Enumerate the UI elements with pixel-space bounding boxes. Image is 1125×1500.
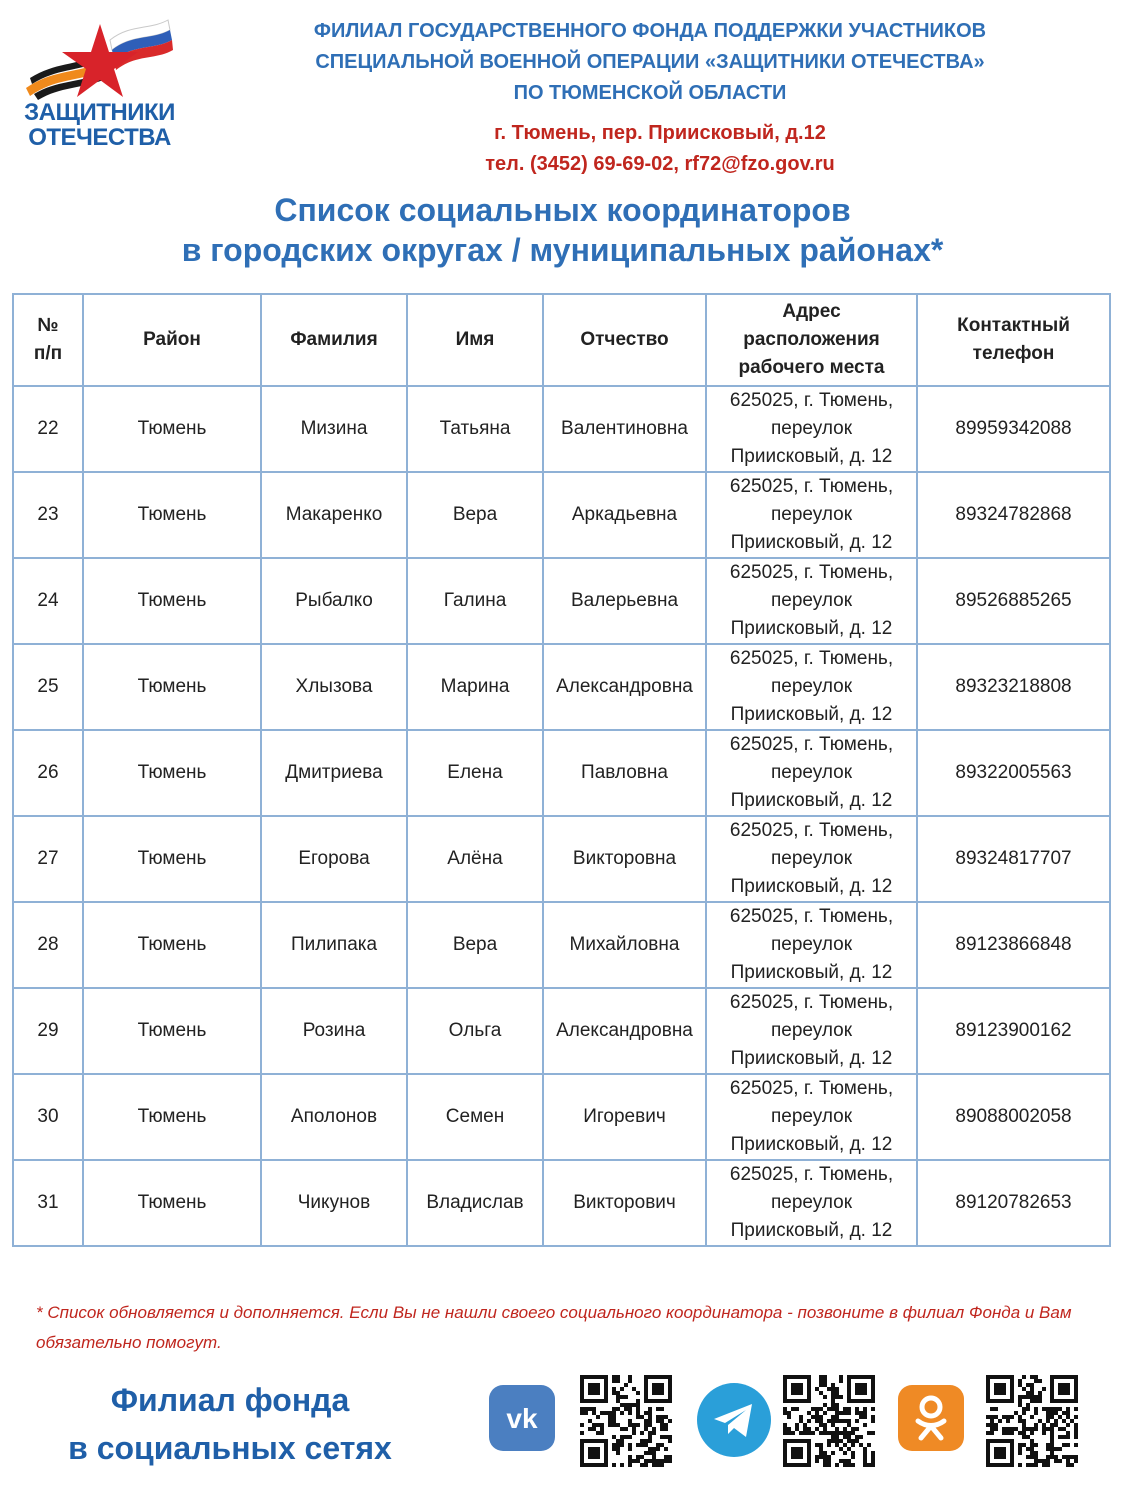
address-line: Приисковый, д. 12 xyxy=(730,532,893,553)
row-number: 22 xyxy=(13,386,83,472)
phone-cell: 89526885265 xyxy=(917,558,1110,644)
name-cell: Алёна xyxy=(407,816,543,902)
logo-text-line-1: ЗАЩИТНИКИ xyxy=(24,99,175,126)
district-cell: Тюмень xyxy=(83,644,261,730)
table-row xyxy=(13,386,1110,472)
address-cell xyxy=(706,472,917,558)
address-line: переулок xyxy=(770,1192,853,1213)
column-header-text: Имя xyxy=(455,329,495,350)
logo-emblem-icon xyxy=(12,18,187,103)
district-cell: Тюмень xyxy=(83,730,261,816)
name-cell: Марина xyxy=(407,644,543,730)
surname-cell: Чикунов xyxy=(261,1160,407,1246)
table-header-row xyxy=(13,294,1110,386)
phone-cell: 89123900162 xyxy=(917,988,1110,1074)
address-line: 625025, г. Тюмень, xyxy=(729,820,894,841)
qr-code-vk[interactable] xyxy=(580,1375,672,1467)
column-header-text: Адрес xyxy=(782,301,841,322)
district-cell: Тюмень xyxy=(83,1074,261,1160)
address-line: Приисковый, д. 12 xyxy=(730,962,893,983)
address-line: 625025, г. Тюмень, xyxy=(729,992,894,1013)
address-line: Приисковый, д. 12 xyxy=(730,1048,893,1069)
address-cell xyxy=(706,988,917,1074)
column-header-text: Контактный xyxy=(957,315,1070,336)
table-row xyxy=(13,730,1110,816)
surname-cell: Мизина xyxy=(261,386,407,472)
address-line: Приисковый, д. 12 xyxy=(730,446,893,467)
org-address: г. Тюмень, пер. Приисковый, д.12 xyxy=(494,122,826,144)
address-cell xyxy=(706,1074,917,1160)
vk-icon[interactable] xyxy=(489,1385,555,1451)
column-header xyxy=(917,294,1110,386)
address-cell xyxy=(706,386,917,472)
social-label xyxy=(30,1376,430,1472)
address-line: переулок xyxy=(770,504,853,525)
svg-text:vk: vk xyxy=(506,1403,538,1434)
patronymic-cell: Александровна xyxy=(543,988,706,1074)
phone-cell: 89324782868 xyxy=(917,472,1110,558)
qr-code-odnoklassniki[interactable] xyxy=(986,1375,1078,1467)
column-header-text: п/п xyxy=(33,343,63,364)
name-cell: Вера xyxy=(407,902,543,988)
address-line: переулок xyxy=(770,418,853,439)
qr-code-telegram[interactable] xyxy=(783,1375,875,1467)
table-body xyxy=(13,386,1110,1246)
table-row xyxy=(13,902,1110,988)
district-cell: Тюмень xyxy=(83,472,261,558)
address-line: 625025, г. Тюмень, xyxy=(729,648,894,669)
patronymic-cell: Михайловна xyxy=(543,902,706,988)
patronymic-cell: Валерьевна xyxy=(543,558,706,644)
surname-cell: Дмитриева xyxy=(261,730,407,816)
column-header xyxy=(13,294,83,386)
address-cell xyxy=(706,816,917,902)
column-header xyxy=(543,294,706,386)
name-cell: Семен xyxy=(407,1074,543,1160)
logo-text xyxy=(12,100,187,150)
social-label-line-2: в социальных сетях xyxy=(68,1430,392,1466)
address-line: переулок xyxy=(770,1106,853,1127)
address-line: Приисковый, д. 12 xyxy=(730,704,893,725)
address-line: Приисковый, д. 12 xyxy=(730,1134,893,1155)
table-row xyxy=(13,816,1110,902)
address-line: Приисковый, д. 12 xyxy=(730,790,893,811)
row-number: 30 xyxy=(13,1074,83,1160)
org-line-3: ПО ТЮМЕНСКОЙ ОБЛАСТИ xyxy=(513,82,787,104)
organization-name xyxy=(250,16,1050,109)
column-header-text: рабочего места xyxy=(738,357,885,378)
row-number: 31 xyxy=(13,1160,83,1246)
telegram-icon[interactable] xyxy=(697,1383,771,1457)
district-cell: Тюмень xyxy=(83,988,261,1074)
district-cell: Тюмень xyxy=(83,386,261,472)
table-row xyxy=(13,1074,1110,1160)
title-line-2: в городских округах / муниципальных районах* xyxy=(181,232,944,268)
address-line: Приисковый, д. 12 xyxy=(730,618,893,639)
name-cell: Вера xyxy=(407,472,543,558)
address-line: 625025, г. Тюмень, xyxy=(729,734,894,755)
district-cell: Тюмень xyxy=(83,1160,261,1246)
row-number: 27 xyxy=(13,816,83,902)
address-line: 625025, г. Тюмень, xyxy=(729,1164,894,1185)
footnote: * Список обновляется и дополняется. Если Вы не нашли своего социального координатора - позвоните в филиал Фонда и Вам обязательно помогут. xyxy=(36,1303,1072,1352)
address-cell xyxy=(706,902,917,988)
phone-cell: 89322005563 xyxy=(917,730,1110,816)
column-header xyxy=(706,294,917,386)
surname-cell: Рыбалко xyxy=(261,558,407,644)
column-header-text: телефон xyxy=(972,343,1055,364)
address-line: 625025, г. Тюмень, xyxy=(729,390,894,411)
phone-cell: 89324817707 xyxy=(917,816,1110,902)
address-line: Приисковый, д. 12 xyxy=(730,876,893,897)
org-line-2: СПЕЦИАЛЬНОЙ ВОЕННОЙ ОПЕРАЦИИ «ЗАЩИТНИКИ ОТЕЧЕСТВА» xyxy=(315,51,985,73)
phone-cell: 89123866848 xyxy=(917,902,1110,988)
column-header-text: № xyxy=(37,315,59,336)
column-header xyxy=(261,294,407,386)
address-cell xyxy=(706,644,917,730)
name-cell: Ольга xyxy=(407,988,543,1074)
address-line: Приисковый, д. 12 xyxy=(730,1220,893,1241)
column-header-text: Район xyxy=(143,329,201,350)
row-number: 25 xyxy=(13,644,83,730)
name-cell: Владислав xyxy=(407,1160,543,1246)
page-title xyxy=(0,190,1125,270)
contact-info xyxy=(360,118,960,180)
address-line: 625025, г. Тюмень, xyxy=(729,1078,894,1099)
patronymic-cell: Викторович xyxy=(543,1160,706,1246)
address-line: переулок xyxy=(770,1020,853,1041)
district-cell: Тюмень xyxy=(83,902,261,988)
column-header-text: расположения xyxy=(743,329,880,350)
address-line: переулок xyxy=(770,762,853,783)
patronymic-cell: Александровна xyxy=(543,644,706,730)
address-cell xyxy=(706,1160,917,1246)
address-line: переулок xyxy=(770,676,853,697)
row-number: 28 xyxy=(13,902,83,988)
table-row xyxy=(13,1160,1110,1246)
name-cell: Татьяна xyxy=(407,386,543,472)
surname-cell: Егорова xyxy=(261,816,407,902)
patronymic-cell: Викторовна xyxy=(543,816,706,902)
address-line: 625025, г. Тюмень, xyxy=(729,476,894,497)
district-cell: Тюмень xyxy=(83,558,261,644)
column-header-text: Отчество xyxy=(580,329,669,350)
table-row xyxy=(13,472,1110,558)
row-number: 26 xyxy=(13,730,83,816)
address-line: 625025, г. Тюмень, xyxy=(729,906,894,927)
phone-cell: 89323218808 xyxy=(917,644,1110,730)
row-number: 24 xyxy=(13,558,83,644)
row-number: 29 xyxy=(13,988,83,1074)
address-line: 625025, г. Тюмень, xyxy=(729,562,894,583)
name-cell: Елена xyxy=(407,730,543,816)
surname-cell: Розина xyxy=(261,988,407,1074)
column-header xyxy=(407,294,543,386)
social-label-line-1: Филиал фонда xyxy=(110,1382,350,1418)
table-row xyxy=(13,558,1110,644)
patronymic-cell: Валентиновна xyxy=(543,386,706,472)
address-line: переулок xyxy=(770,848,853,869)
org-phone-email: тел. (3452) 69-69-02, rf72@fzo.gov.ru xyxy=(485,153,835,175)
surname-cell: Макаренко xyxy=(261,472,407,558)
column-header xyxy=(83,294,261,386)
phone-cell: 89088002058 xyxy=(917,1074,1110,1160)
column-header-text: Фамилия xyxy=(290,329,378,350)
surname-cell: Пилипака xyxy=(261,902,407,988)
logo-text-line-2: ОТЕЧЕСТВА xyxy=(28,124,171,151)
district-cell: Тюмень xyxy=(83,816,261,902)
address-line: переулок xyxy=(770,934,853,955)
patronymic-cell: Аркадьевна xyxy=(543,472,706,558)
odnoklassniki-icon[interactable] xyxy=(898,1385,964,1451)
title-line-1: Список социальных координаторов xyxy=(274,192,851,228)
coordinators-table xyxy=(12,293,1111,1247)
address-line: переулок xyxy=(770,590,853,611)
name-cell: Галина xyxy=(407,558,543,644)
patronymic-cell: Игоревич xyxy=(543,1074,706,1160)
table-row xyxy=(13,988,1110,1074)
row-number: 23 xyxy=(13,472,83,558)
phone-cell: 89120782653 xyxy=(917,1160,1110,1246)
address-cell xyxy=(706,730,917,816)
surname-cell: Аполонов xyxy=(261,1074,407,1160)
org-line-1: ФИЛИАЛ ГОСУДАРСТВЕННОГО ФОНДА ПОДДЕРЖКИ УЧАСТНИКОВ xyxy=(313,20,987,42)
patronymic-cell: Павловна xyxy=(543,730,706,816)
table-row xyxy=(13,644,1110,730)
phone-cell: 89959342088 xyxy=(917,386,1110,472)
address-cell xyxy=(706,558,917,644)
surname-cell: Хлызова xyxy=(261,644,407,730)
logo xyxy=(12,18,187,153)
